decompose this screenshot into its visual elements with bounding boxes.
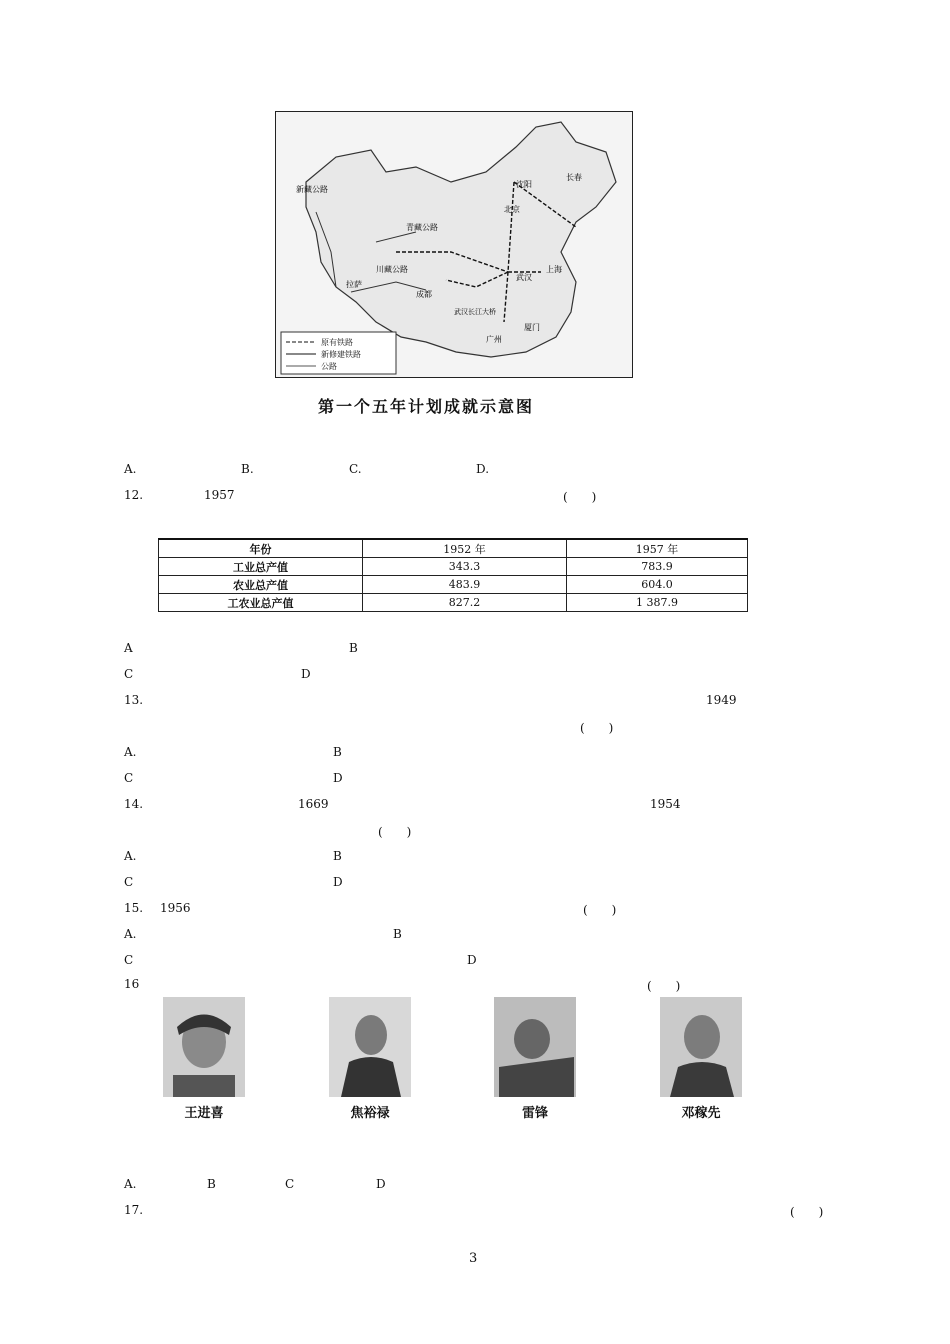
q14-year-1954: 1954: [650, 797, 681, 811]
q13-option-a: A.: [124, 745, 137, 759]
q14-answer-paren: ( ): [378, 825, 412, 839]
q11-option-d: D.: [476, 462, 490, 476]
table-cell: 783.9: [567, 558, 748, 576]
city-label: 成都: [416, 290, 432, 299]
q16-option-a: A.: [124, 1177, 137, 1191]
road-label: 青藏公路: [406, 223, 438, 232]
portrait-photo: [494, 997, 576, 1097]
table-row: [159, 558, 748, 576]
table-row: [159, 576, 748, 594]
city-label: 武汉: [516, 273, 532, 282]
q13-option-b: B: [333, 745, 342, 759]
table-row: [159, 594, 748, 612]
q12-year: 1957: [204, 488, 235, 502]
q14-number: 14.: [124, 797, 144, 811]
table-cell: 农业总产值: [159, 576, 363, 594]
q11-option-a: A.: [124, 462, 137, 476]
table-cell: 1 387.9: [567, 594, 748, 612]
q17-answer-paren: ( ): [790, 1205, 824, 1219]
q12-option-d: D: [301, 667, 311, 681]
q16-option-b: B: [207, 1177, 216, 1191]
q13-option-c: C: [124, 771, 134, 785]
city-label: 广州: [486, 335, 502, 344]
city-label: 北京: [504, 205, 520, 214]
q13-option-d: D: [333, 771, 343, 785]
portrait-label: 王进喜: [184, 1106, 224, 1121]
q12-option-b: B: [349, 641, 358, 655]
legend-item-1: 原有铁路: [321, 338, 353, 347]
q14-option-d: D: [333, 875, 343, 889]
q11-option-b: B.: [241, 462, 254, 476]
q17-number: 17.: [124, 1203, 144, 1217]
portrait-label: 焦裕禄: [350, 1106, 390, 1121]
q16-number: 16: [124, 977, 140, 991]
q12-option-a: A: [124, 641, 133, 655]
q16-answer-paren: ( ): [647, 979, 681, 993]
q12-data-table: [158, 538, 748, 612]
table-cell: 工业总产值: [159, 558, 363, 576]
map-figure: [275, 111, 633, 378]
q16-option-d: D: [376, 1177, 386, 1191]
portrait-label: 雷锋: [521, 1106, 548, 1121]
q14-option-a: A.: [124, 849, 137, 863]
page-number: 3: [469, 1251, 478, 1266]
q14-option-c: C: [124, 875, 134, 889]
q13-number: 13.: [124, 693, 144, 707]
table-header-cell: 1952 年: [363, 539, 567, 558]
table-cell: 827.2: [363, 594, 567, 612]
table-cell: 483.9: [363, 576, 567, 594]
q15-option-a: A.: [124, 927, 137, 941]
table-header-cell: 年份: [159, 539, 363, 558]
legend-item-3: 公路: [321, 362, 337, 371]
road-label: 川藏公路: [376, 265, 408, 274]
table-header-row: [159, 539, 748, 558]
map-caption: 第一个五年计划成就示意图: [318, 397, 535, 416]
q15-option-c: C: [124, 953, 134, 967]
city-label: 拉萨: [346, 280, 362, 289]
road-label: 新藏公路: [296, 185, 328, 194]
q12-number: 12.: [124, 488, 144, 502]
portrait-photo: [163, 997, 245, 1097]
q12-option-c: C: [124, 667, 134, 681]
q12-answer-paren: ( ): [563, 490, 597, 504]
q15-number: 15.: [124, 901, 144, 915]
china-map-drawing: [276, 112, 632, 377]
q15-option-b: B: [393, 927, 402, 941]
q13-year: 1949: [706, 693, 737, 707]
q13-answer-paren: ( ): [580, 721, 614, 735]
q16-option-c: C: [285, 1177, 295, 1191]
portrait-label: 邓稼先: [681, 1106, 721, 1121]
q14-option-b: B: [333, 849, 342, 863]
bridge-label: 武汉长江大桥: [454, 308, 496, 316]
table-cell: 604.0: [567, 576, 748, 594]
q15-year: 1956: [160, 901, 191, 915]
table-cell: 343.3: [363, 558, 567, 576]
city-label: 沈阳: [516, 180, 532, 189]
city-label: 厦门: [524, 323, 540, 332]
q14-year-1669: 1669: [298, 797, 329, 811]
q15-answer-paren: ( ): [583, 903, 617, 917]
table-cell: 工农业总产值: [159, 594, 363, 612]
table-header-cell: 1957 年: [567, 539, 748, 558]
portrait-photo: [660, 997, 742, 1097]
q15-option-d: D: [467, 953, 477, 967]
portrait-photo: [329, 997, 411, 1097]
legend-item-2: 新修建铁路: [321, 350, 361, 359]
q11-option-c: C.: [349, 462, 362, 476]
city-label: 长春: [566, 173, 582, 182]
city-label: 上海: [546, 265, 562, 274]
